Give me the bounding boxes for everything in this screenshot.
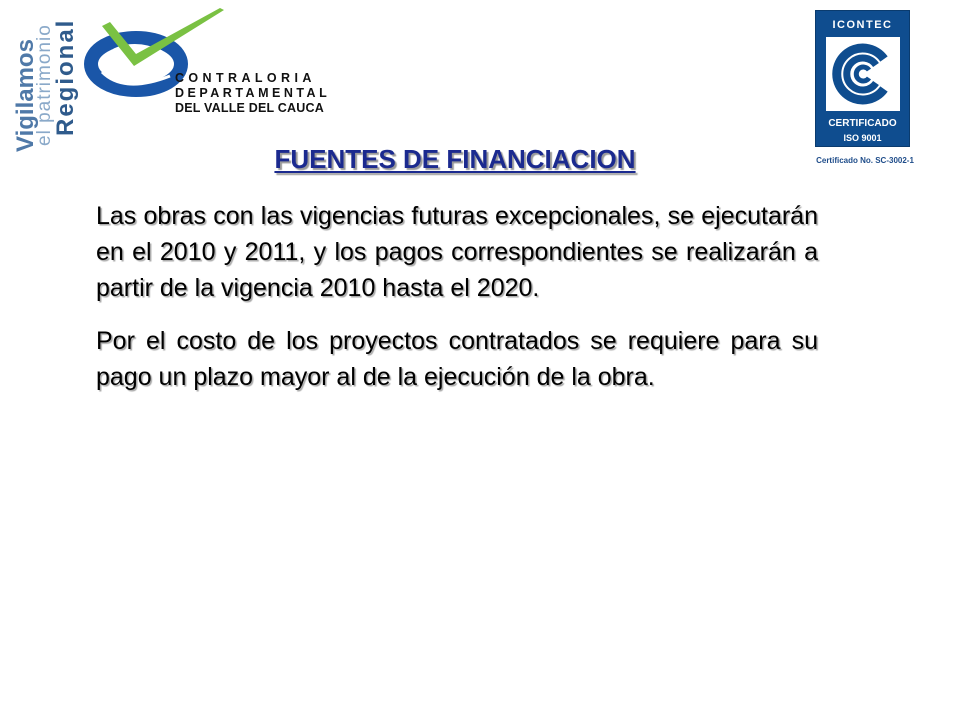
contraloria-name — [175, 71, 330, 116]
slide-title-text: FUENTES DE FINANCIACION — [274, 144, 636, 174]
slide-body — [96, 198, 818, 412]
icontec-certification-badge — [815, 10, 910, 147]
vigilamos-regional-logo — [8, 10, 80, 155]
icontec-brand: ICONTEC — [832, 19, 893, 31]
paragraph-2: Por el costo de los proyectos contratados se requiere para su pago un plazo mayor al de la ejecución de la obra. — [96, 327, 818, 391]
contraloria-line-2: DEPARTAMENTAL — [175, 86, 331, 100]
icontec-emblem-icon — [826, 37, 900, 111]
contraloria-line-1: CONTRALORIA — [175, 71, 316, 85]
iso-label: ISO 9001 — [843, 133, 882, 143]
paragraph-1: Las obras con las vigencias futuras excepcionales, se ejecutarán en el 2010 y 2011, y los pagos correspondientes se realizarán a partir de la vigencia 2010 hasta el 2020. — [96, 202, 818, 302]
logo-line-regional: Regional — [52, 18, 79, 136]
certificado-label: CERTIFICADO — [828, 118, 897, 129]
contraloria-line-3: DEL VALLE DEL CAUCA — [175, 101, 324, 115]
logo-line-patrimonio: el patrimonio — [34, 24, 55, 146]
logo-line-vigilamos: Vigilamos — [12, 39, 39, 152]
certificate-number: Certificado No. SC-3002-1 — [816, 156, 914, 165]
slide-title — [0, 144, 910, 175]
